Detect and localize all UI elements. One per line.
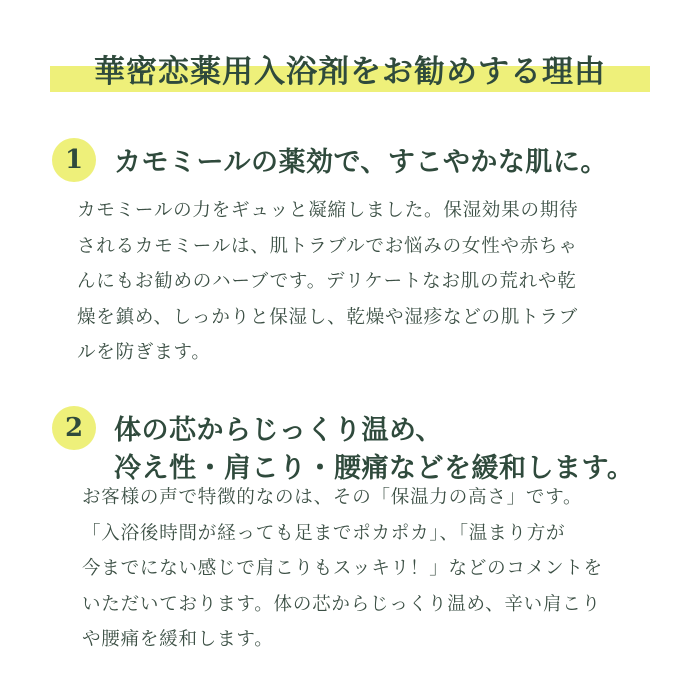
section-1-body	[77, 193, 637, 371]
section-2-body-line: お客様の声で特徴的なのは、その「保温力の高さ」です。	[82, 487, 583, 508]
section-2-body-line: いただいております。体の芯からじっくり温め、辛い肩こり	[82, 593, 601, 615]
page-title-block	[50, 38, 650, 94]
section-2-heading-line-1: 体の芯からじっくり温め、	[114, 415, 443, 446]
section-2-number-badge: 2	[52, 406, 96, 450]
section-2-body	[82, 480, 642, 658]
section-2-body-line: 「入浴後時間が経っても足までポカポカ」、「温まり方が	[82, 522, 566, 544]
section-1-body-line: ルを防ぎます。	[77, 342, 211, 363]
page-title: 華密恋薬用入浴剤をお勧めする理由	[94, 54, 606, 90]
section-1-number-badge: 1	[52, 138, 96, 182]
section-1-heading: カモミールの薬効で、すこやかな肌に。	[114, 147, 608, 178]
section-2-body-line: や腰痛を緩和します。	[82, 629, 274, 650]
section-1-body-line: されるカモミールは、肌トラブルでお悩みの女性や赤ちゃ	[77, 235, 578, 257]
section-2-heading-line-2: 冷え性・肩こり・腰痛などを緩和します。	[114, 453, 635, 484]
section-2-body-line: 今までにない感じで肩こりもスッキリ！」などのコメントを	[82, 558, 603, 579]
section-1-body-line: 燥を鎮め、しっかりと保湿し、乾燥や湿疹などの肌トラブ	[77, 306, 579, 328]
section-1-body-line: んにもお勧めのハーブです。デリケートなお肌の荒れや乾	[77, 271, 577, 292]
section-1-body-line: カモミールの力をギュッと凝縮しました。保湿効果の期待	[77, 200, 579, 221]
